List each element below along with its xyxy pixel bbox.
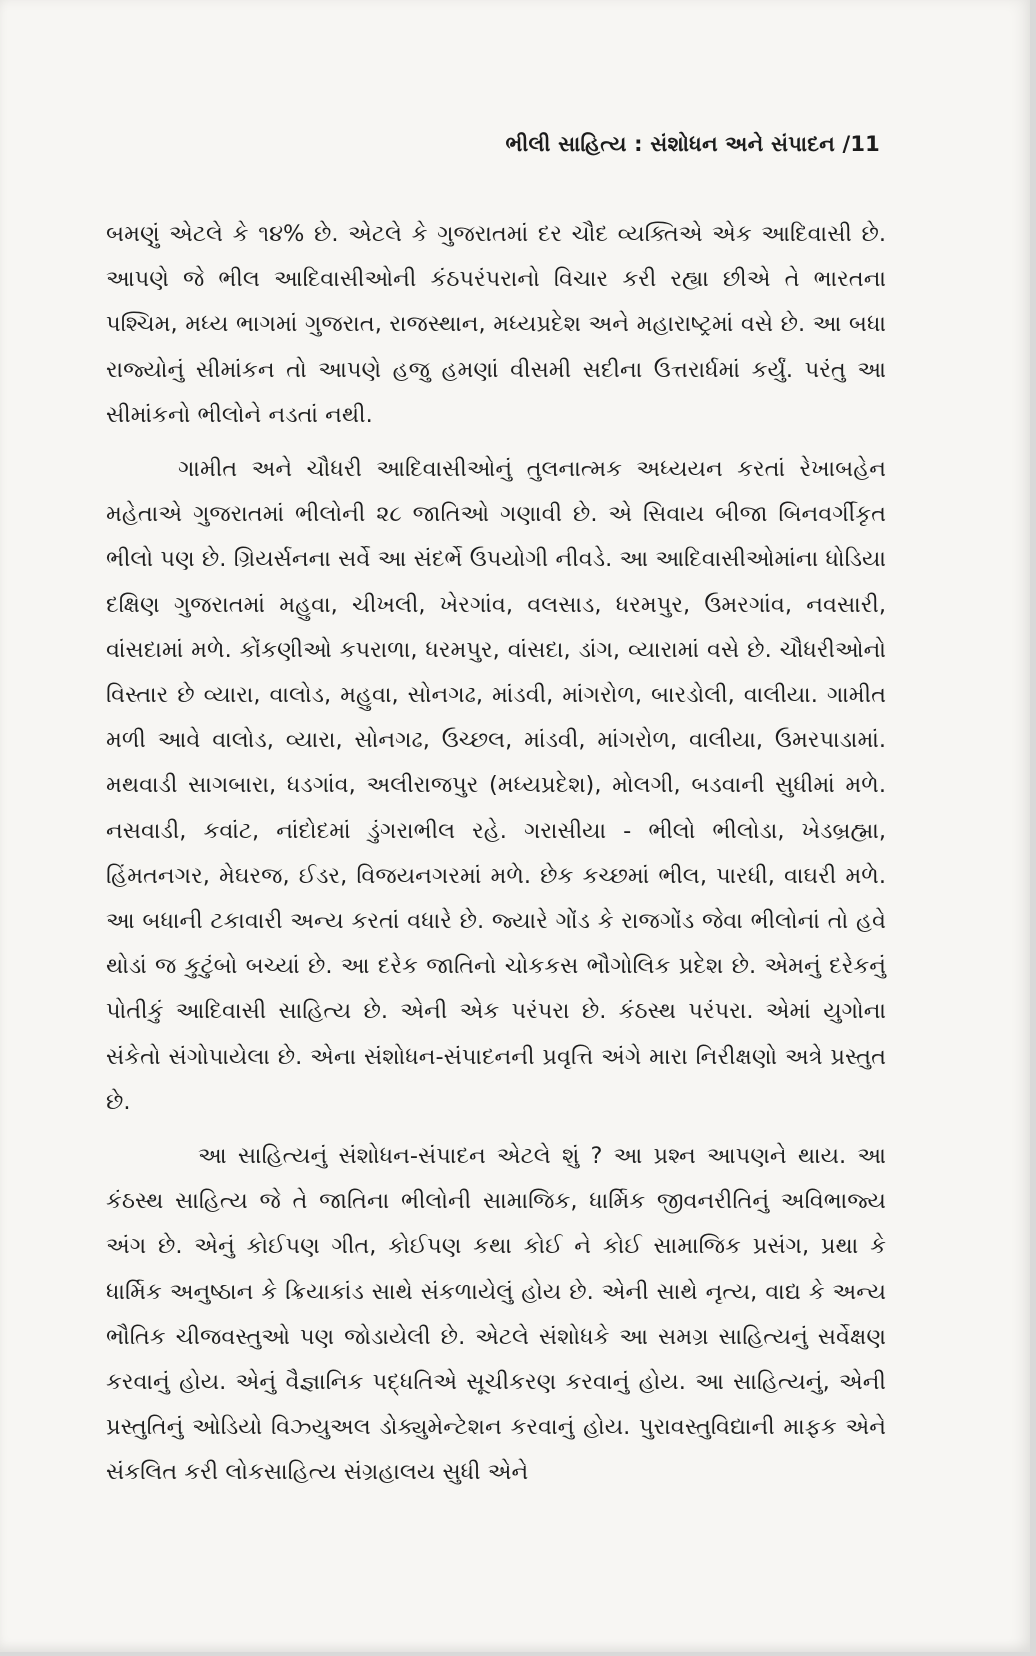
paragraph-2: ગામીત અને ચૌધરી આદિવાસીઓનું તુલનાત્મક અધ્યયન કરતાં રેખાબહેન મહેતાએ ગુજરાતમાં ભીલોની ૨૮ જાતિઓ ગણાવી છે. એ સિવાય બીજા બિનવર્ગીકૃત ભીલો પણ છે. ગ્રિયર્સનના સર્વે આ સંદર્ભે ઉપયોગી નીવડે. આ આદિવાસીઓમાંના ધોડિયા દક્ષિણ ગુજરાતમાં મહુવા, ચીખલી, ખેરગાંવ, વલસાડ, ધરમપુર, ઉમરગાંવ, નવસારી, વાંસદામાં મળે. કોંકણીઓ કપરાળા, ધરમપુર, વાંસદા, ડાંગ, વ્યારામાં વસે છે. ચૌધરીઓનો વિસ્તાર છે વ્યારા, વાલોડ, મહુવા, સોનગઢ, માંડવી, માંગરોળ, બારડોલી, વાલીયા. ગામીત મળી આવે વાલોડ, વ્યારા, સોનગઢ, ઉચ્છલ, માંડવી, માંગરોળ, વાલીયા, ઉમરપાડામાં. મથવાડી સાગબારા, ધડગાંવ, અલીરાજપુર (મધ્યપ્રદેશ), મોલગી, બડવાની સુધીમાં મળે. નસવાડી, કવાંટ, નાંદોદમાં ડુંગરાભીલ રહે. ગરાસીયા - ભીલો ભીલોડા, ખેડબ્રહ્મા, હિંમતનગર, મેઘરજ, ઈડર, વિજયનગરમાં મળે. છેક કચ્છમાં ભીલ, પારધી, વાઘરી મળે. આ બધાની ટકાવારી અન્ય કરતાં વધારે છે. જ્યારે ગોંડ કે રાજગોંડ જેવા ભીલોનાં તો હવે થોડાં જ કુટુંબો બચ્યાં છે. આ દરેક જાતિનો ચોકકસ ભૌગોલિક પ્રદેશ છે. એમનું દરેકનું પોતીકું આદિવાસી સાહિત્ય છે. એની એક પરંપરા છે. કંઠસ્થ પરંપરા. એમાં યુગોના સંકેતો સંગોપાયેલા છે. એના સંશોધન-સંપાદનની પ્રવૃત્તિ અંગે મારા નિરીક્ષણો અત્રે પ્રસ્તુત છે. xyxy=(106,456,886,1115)
paragraph-1: બમણું એટલે કે ૧૪% છે. એટલે કે ગુજરાતમાં દર ચૌદ વ્યક્તિએ એક આદિવાસી છે. આપણે જે ભીલ આદિવાસીઓની કંઠપરંપરાનો વિચાર કરી રહ્યા છીએ તે ભારતના પશ્ચિમ, મધ્ય ભાગમાં ગુજરાત, રાજસ્થાન, મધ્યપ્રદેશ અને મહારાષ્ટ્રમાં વસે છે. આ બધા રાજ્યોનું સીમાંકન તો આપણે હજુ હમણાં વીસમી સદીના ઉત્તરાર્ધમાં કર્યું. પરંતુ આ સીમાંકનો ભીલોને નડતાં નથી. xyxy=(106,221,886,428)
body-text xyxy=(106,212,886,1505)
running-header: ભીલી સાહિત્ય : સંશોધન અને સંપાદન /11 xyxy=(505,132,880,156)
paragraph-3: આ સાહિત્યનું સંશોધન-સંપાદન એટલે શું ? આ પ્રશ્ન આપણને થાય. આ કંઠસ્થ સાહિત્ય જે તે જાતિના ભીલોની સામાજિક, ધાર્મિક જીવનરીતિનું અવિભાજ્ય અંગ છે. એનું કોઈપણ ગીત, કોઈપણ કથા કોઈ ને કોઈ સામાજિક પ્રસંગ, પ્રથા કે ધાર્મિક અનુષ્ઠાન કે ક્રિયાકાંડ સાથે સંકળાયેલું હોય છે. એની સાથે નૃત્ય, વાદ્ય કે અન્ય ભૌતિક ચીજવસ્તુઓ પણ જોડાયેલી છે. એટલે સંશોધકે આ સમગ્ર સાહિત્યનું સર્વેક્ષણ કરવાનું હોય. એનું વૈજ્ઞાનિક પદ્ધતિએ સૂચીકરણ કરવાનું હોય. આ સાહિત્યનું, એની પ્રસ્તુતિનું ઓડિયો વિઝ્યુઅલ ડોક્યુમેન્ટેશન કરવાનું હોય. પુરાવસ્તુવિદ્યાની માફક એને સંકલિત કરી લોકસાહિત્ય સંગ્રહાલય સુધી એને xyxy=(106,1143,886,1486)
